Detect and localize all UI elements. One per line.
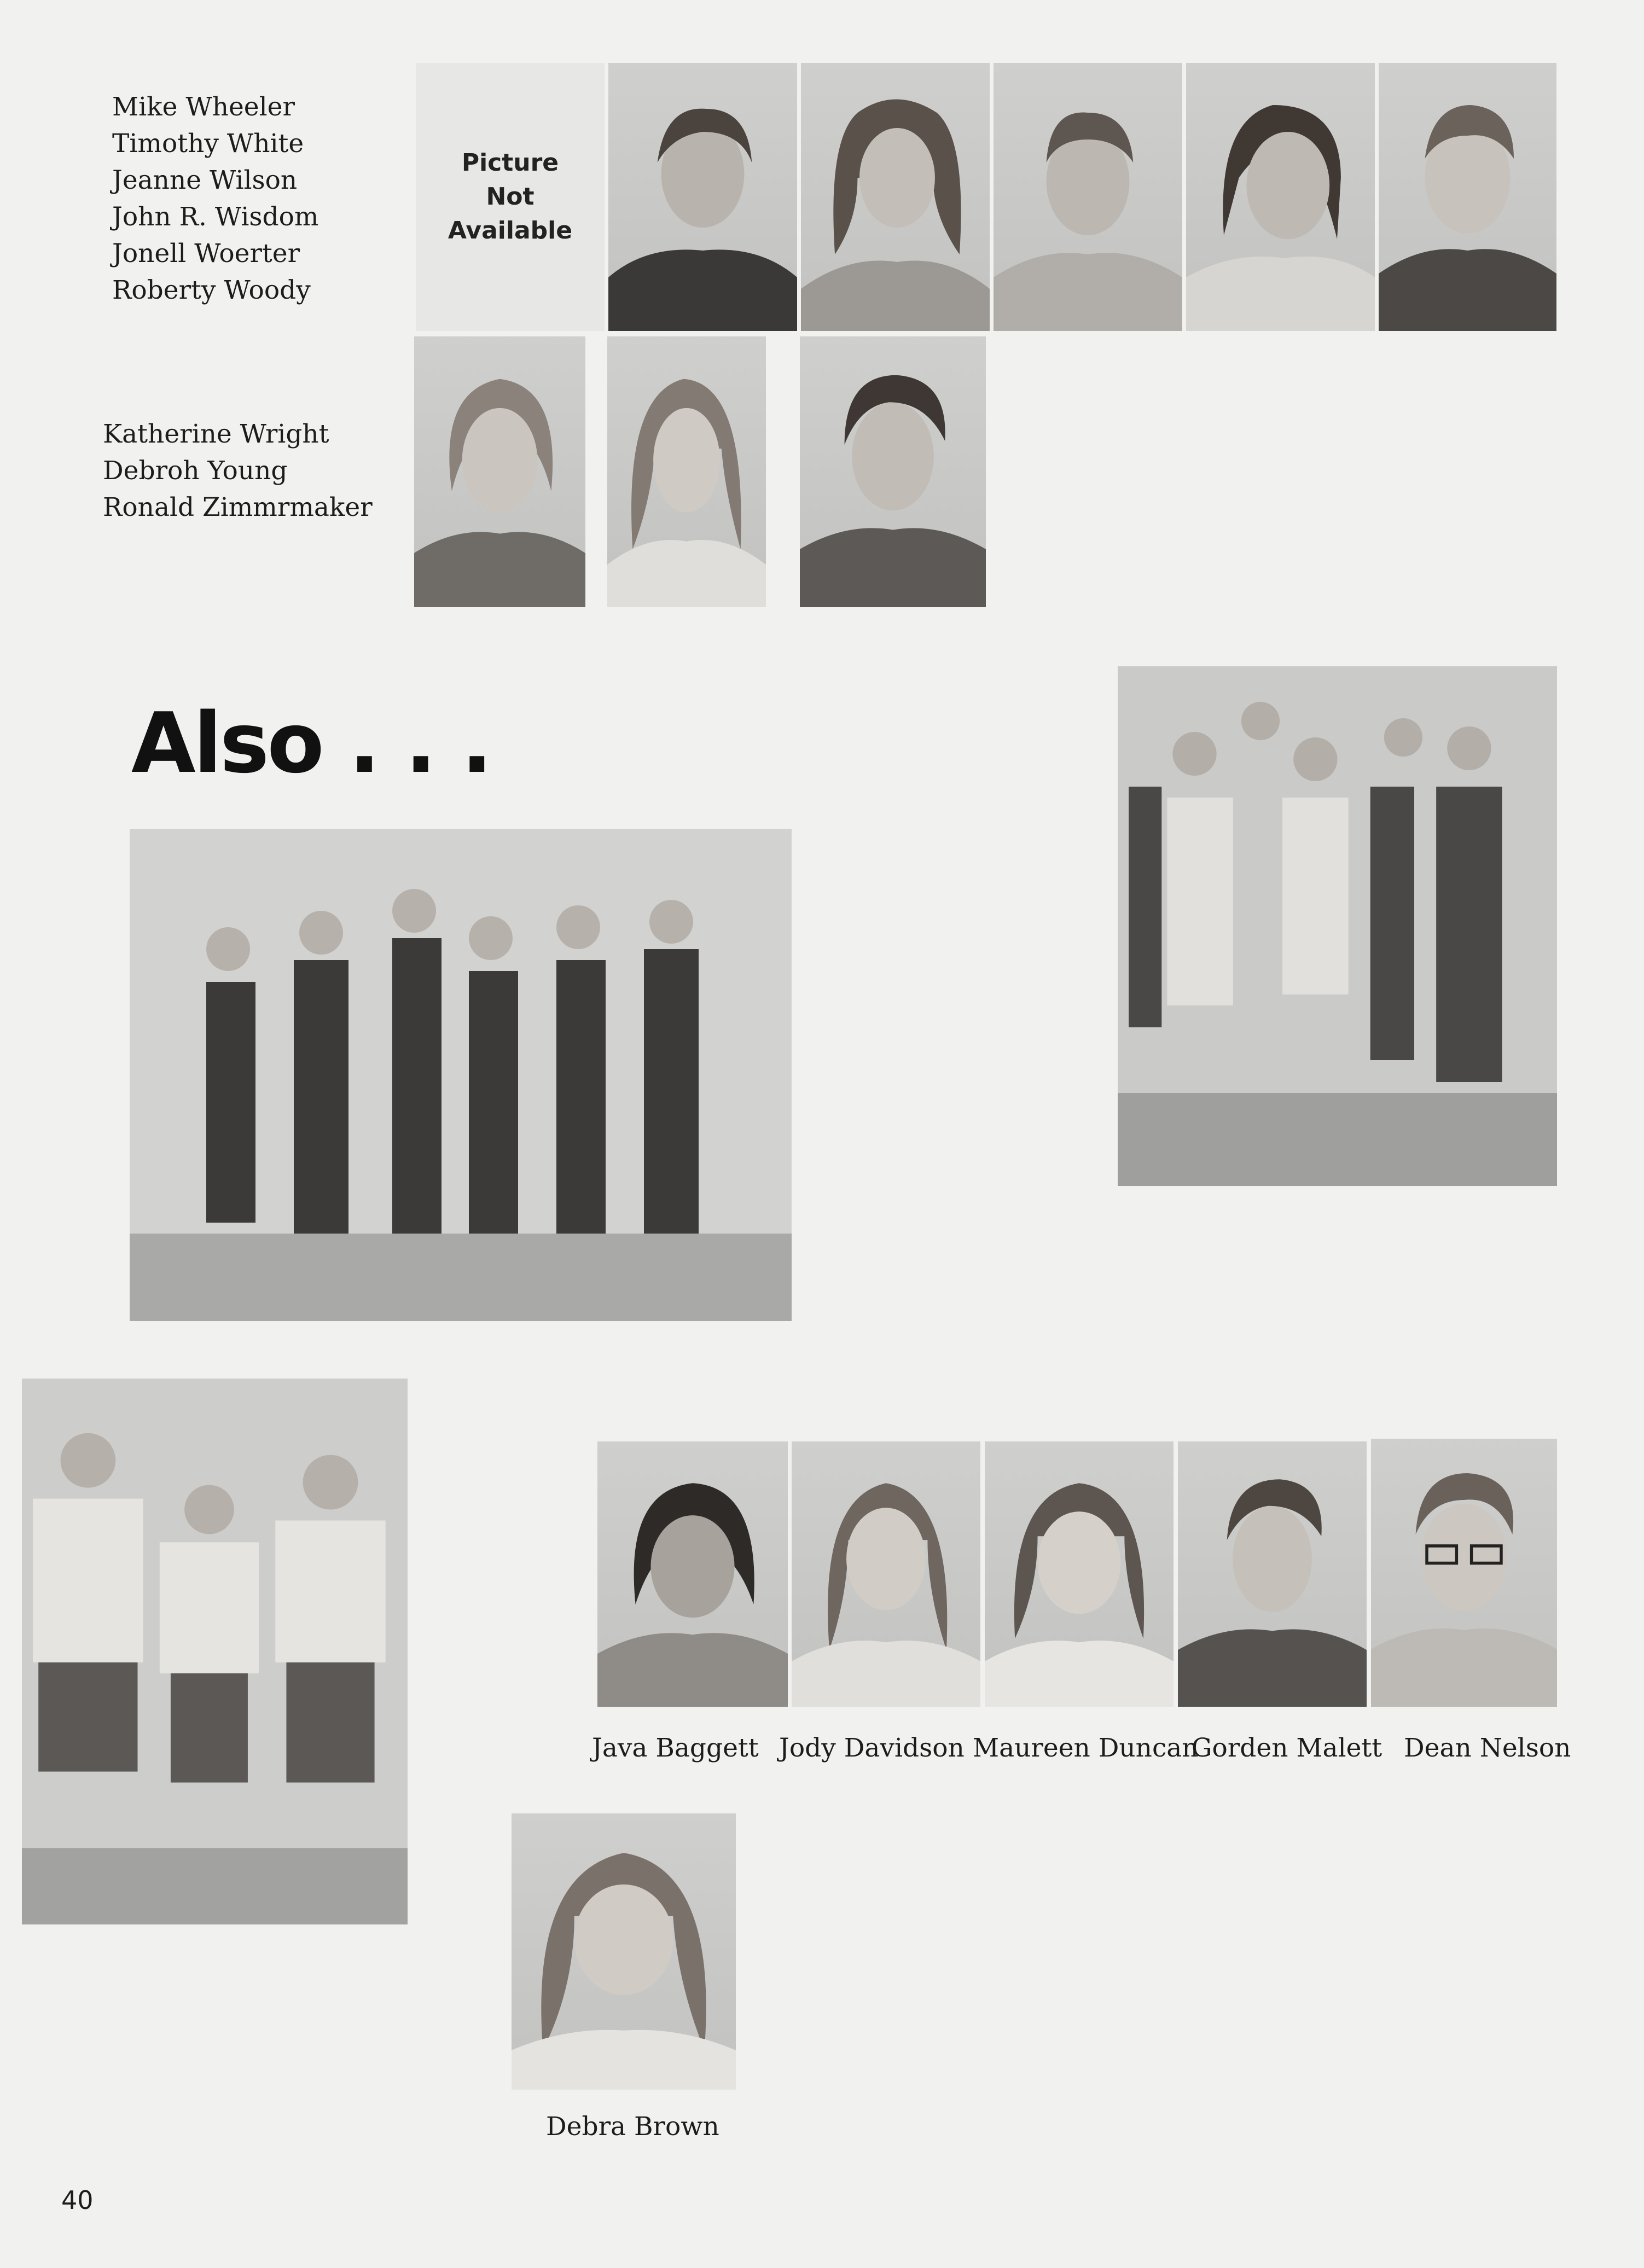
name: Mike Wheeler (112, 92, 295, 122)
portrait-caption: Jody Davidson (779, 1733, 965, 1763)
portrait-photo (607, 336, 766, 607)
portrait-photo (800, 336, 986, 607)
group-photo (22, 1379, 408, 1924)
page-number: 40 (61, 2185, 94, 2215)
group-photo (1118, 666, 1557, 1186)
name: Timothy White (112, 129, 304, 159)
name-list-top (112, 89, 318, 309)
portrait-photo (512, 1813, 736, 2090)
portrait-photo (801, 63, 990, 331)
na-line: Picture (461, 149, 559, 177)
group-photo (130, 829, 792, 1321)
portrait-caption: Maureen Duncan (973, 1733, 1199, 1763)
portrait-caption: Dean Nelson (1404, 1733, 1571, 1763)
portrait-photo (414, 336, 585, 607)
name: Ronald Zimmrmaker (103, 492, 373, 522)
portrait-photo (608, 63, 797, 331)
na-line: Not (486, 183, 535, 211)
portrait-photo (994, 63, 1182, 331)
portrait-photo (1379, 63, 1556, 331)
portrait-caption: Gorden Malett (1192, 1733, 1382, 1763)
portrait-photo (597, 1441, 788, 1707)
name: Jeanne Wilson (112, 165, 298, 195)
portrait-photo (792, 1441, 980, 1707)
name: Jonell Woerter (112, 239, 300, 269)
name: Roberty Woody (112, 275, 311, 305)
portrait-photo (1178, 1441, 1367, 1707)
name: Debroh Young (103, 456, 288, 486)
name-list-second (103, 416, 373, 526)
portrait-photo (1186, 63, 1375, 331)
portrait-caption: Java Baggett (592, 1733, 759, 1763)
portrait-caption: Debra Brown (546, 2112, 719, 2142)
name: John R. Wisdom (112, 202, 319, 232)
na-line: Available (448, 217, 573, 245)
portrait-photo (985, 1441, 1174, 1707)
picture-not-available (416, 63, 605, 331)
portrait-photo (1371, 1439, 1557, 1707)
name: Katherine Wright (103, 419, 329, 449)
section-heading: Also . . . (131, 695, 491, 792)
